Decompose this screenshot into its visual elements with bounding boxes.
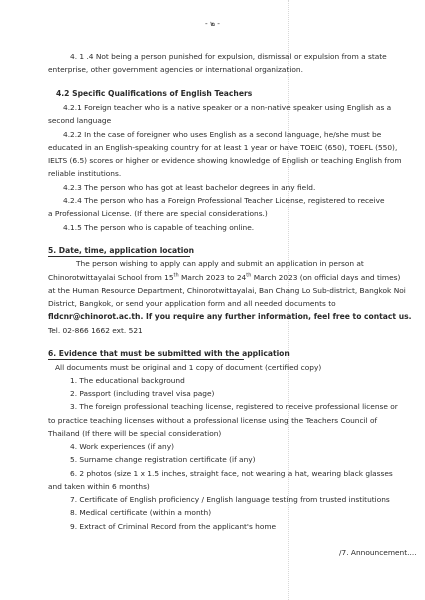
clause-4-1-5: 4.1.5 The person who is capable of teaching online. — [63, 223, 255, 232]
evidence-item-6-line-1: 6. 2 photos (size 1 x 1.5 inches, straight face, not wearing a hat, wearing black glasses — [70, 469, 393, 478]
section-6-heading: 6. Evidence that must be submitted with the application — [48, 349, 290, 358]
clause-4-2-1-line-2: second language — [48, 116, 112, 125]
evidence-item-6-line-2: and taken within 6 months) — [48, 482, 150, 491]
evidence-item-2: 2. Passport (including travel visa page) — [70, 389, 215, 398]
section-5-line-2: Chinorotwittayalai School from 15th March 2023 to 24th March 2023 (on official days and times) — [48, 272, 401, 282]
section-5-heading-underline — [48, 256, 190, 257]
section-5-line-1: The person wishing to apply can apply and submit an application in person at — [76, 259, 364, 268]
section-6-intro: All documents must be original and 1 copy of document (certified copy) — [55, 363, 322, 372]
evidence-item-9: 9. Extract of Criminal Record from the applicant's home — [70, 522, 277, 531]
section-5-line-4: District, Bangkok, or send your application form and all needed documents to — [48, 299, 336, 308]
contact-email-text: fldcnr@chinorot.ac.th. If you require any further information, feel free to contact us. — [48, 312, 412, 321]
evidence-item-4: 4. Work experiences (if any) — [70, 442, 174, 451]
section-5-line-3: at the Human Resource Department, Chinorotwittayalai, Ban Chang Lo Sub-district, Bangkok Noi — [48, 286, 406, 295]
clause-4-2-2-line-3: IELTS (6.5) scores or higher or evidence showing knowledge of English or teaching English from — [48, 156, 402, 165]
clause-4-2-3: 4.2.3 The person who has got at least bachelor degrees in any field. — [63, 183, 316, 192]
clause-4-1-4-line-1: 4. 1 .4 Not being a person punished for expulsion, dismissal or expulsion from a state — [70, 52, 387, 61]
section-4-2-heading: 4.2 Specific Qualifications of English Teachers — [56, 89, 253, 98]
continuation-footer: /7. Announcement.... — [339, 548, 417, 557]
evidence-item-3-line-2: to practice teaching licenses without a professional license using the Teachers Council of — [48, 416, 378, 425]
evidence-item-7: 7. Certificate of English proficiency / English language testing from trusted institutions — [70, 495, 390, 504]
section-5-line-6: Tel. 02-866 1662 ext. 521 — [48, 326, 143, 335]
evidence-item-5: 5. Surname change registration certificate (if any) — [70, 455, 256, 464]
clause-4-2-2-line-4: reliable institutions. — [48, 169, 122, 178]
clause-4-1-4-line-2: enterprise, other government agencies or international organization. — [48, 65, 303, 74]
section-5-heading: 5. Date, time, application location — [48, 246, 195, 255]
clause-4-2-2-line-1: 4.2.2 In the case of foreigner who uses English as a second language, he/she must be — [63, 130, 382, 139]
evidence-item-1: 1. The educational background — [70, 376, 185, 385]
evidence-item-3-line-3: Thailand (If there will be special consideration) — [48, 429, 222, 438]
evidence-item-8: 8. Medical certificate (within a month) — [70, 508, 212, 517]
evidence-item-3-line-1: 3. The foreign professional teaching license, registered to receive professional license or — [70, 402, 398, 411]
clause-4-2-4-line-1: 4.2.4 The person who has a Foreign Professional Teacher License, registered to receive — [63, 196, 385, 205]
page-number: - ๒ - — [205, 19, 220, 28]
clause-4-2-1-line-1: 4.2.1 Foreign teacher who is a native speaker or a non-native speaker using English as a — [63, 103, 392, 112]
section-5-line-5 — [48, 312, 412, 321]
clause-4-2-2-line-2: educated in an English-speaking country for at least 1 year or have TOEIC (650), TOEFL (550), — [48, 143, 398, 152]
section-6-heading-underline — [48, 359, 244, 360]
clause-4-2-4-line-2: a Professional License. (If there are special considerations.) — [48, 209, 268, 218]
